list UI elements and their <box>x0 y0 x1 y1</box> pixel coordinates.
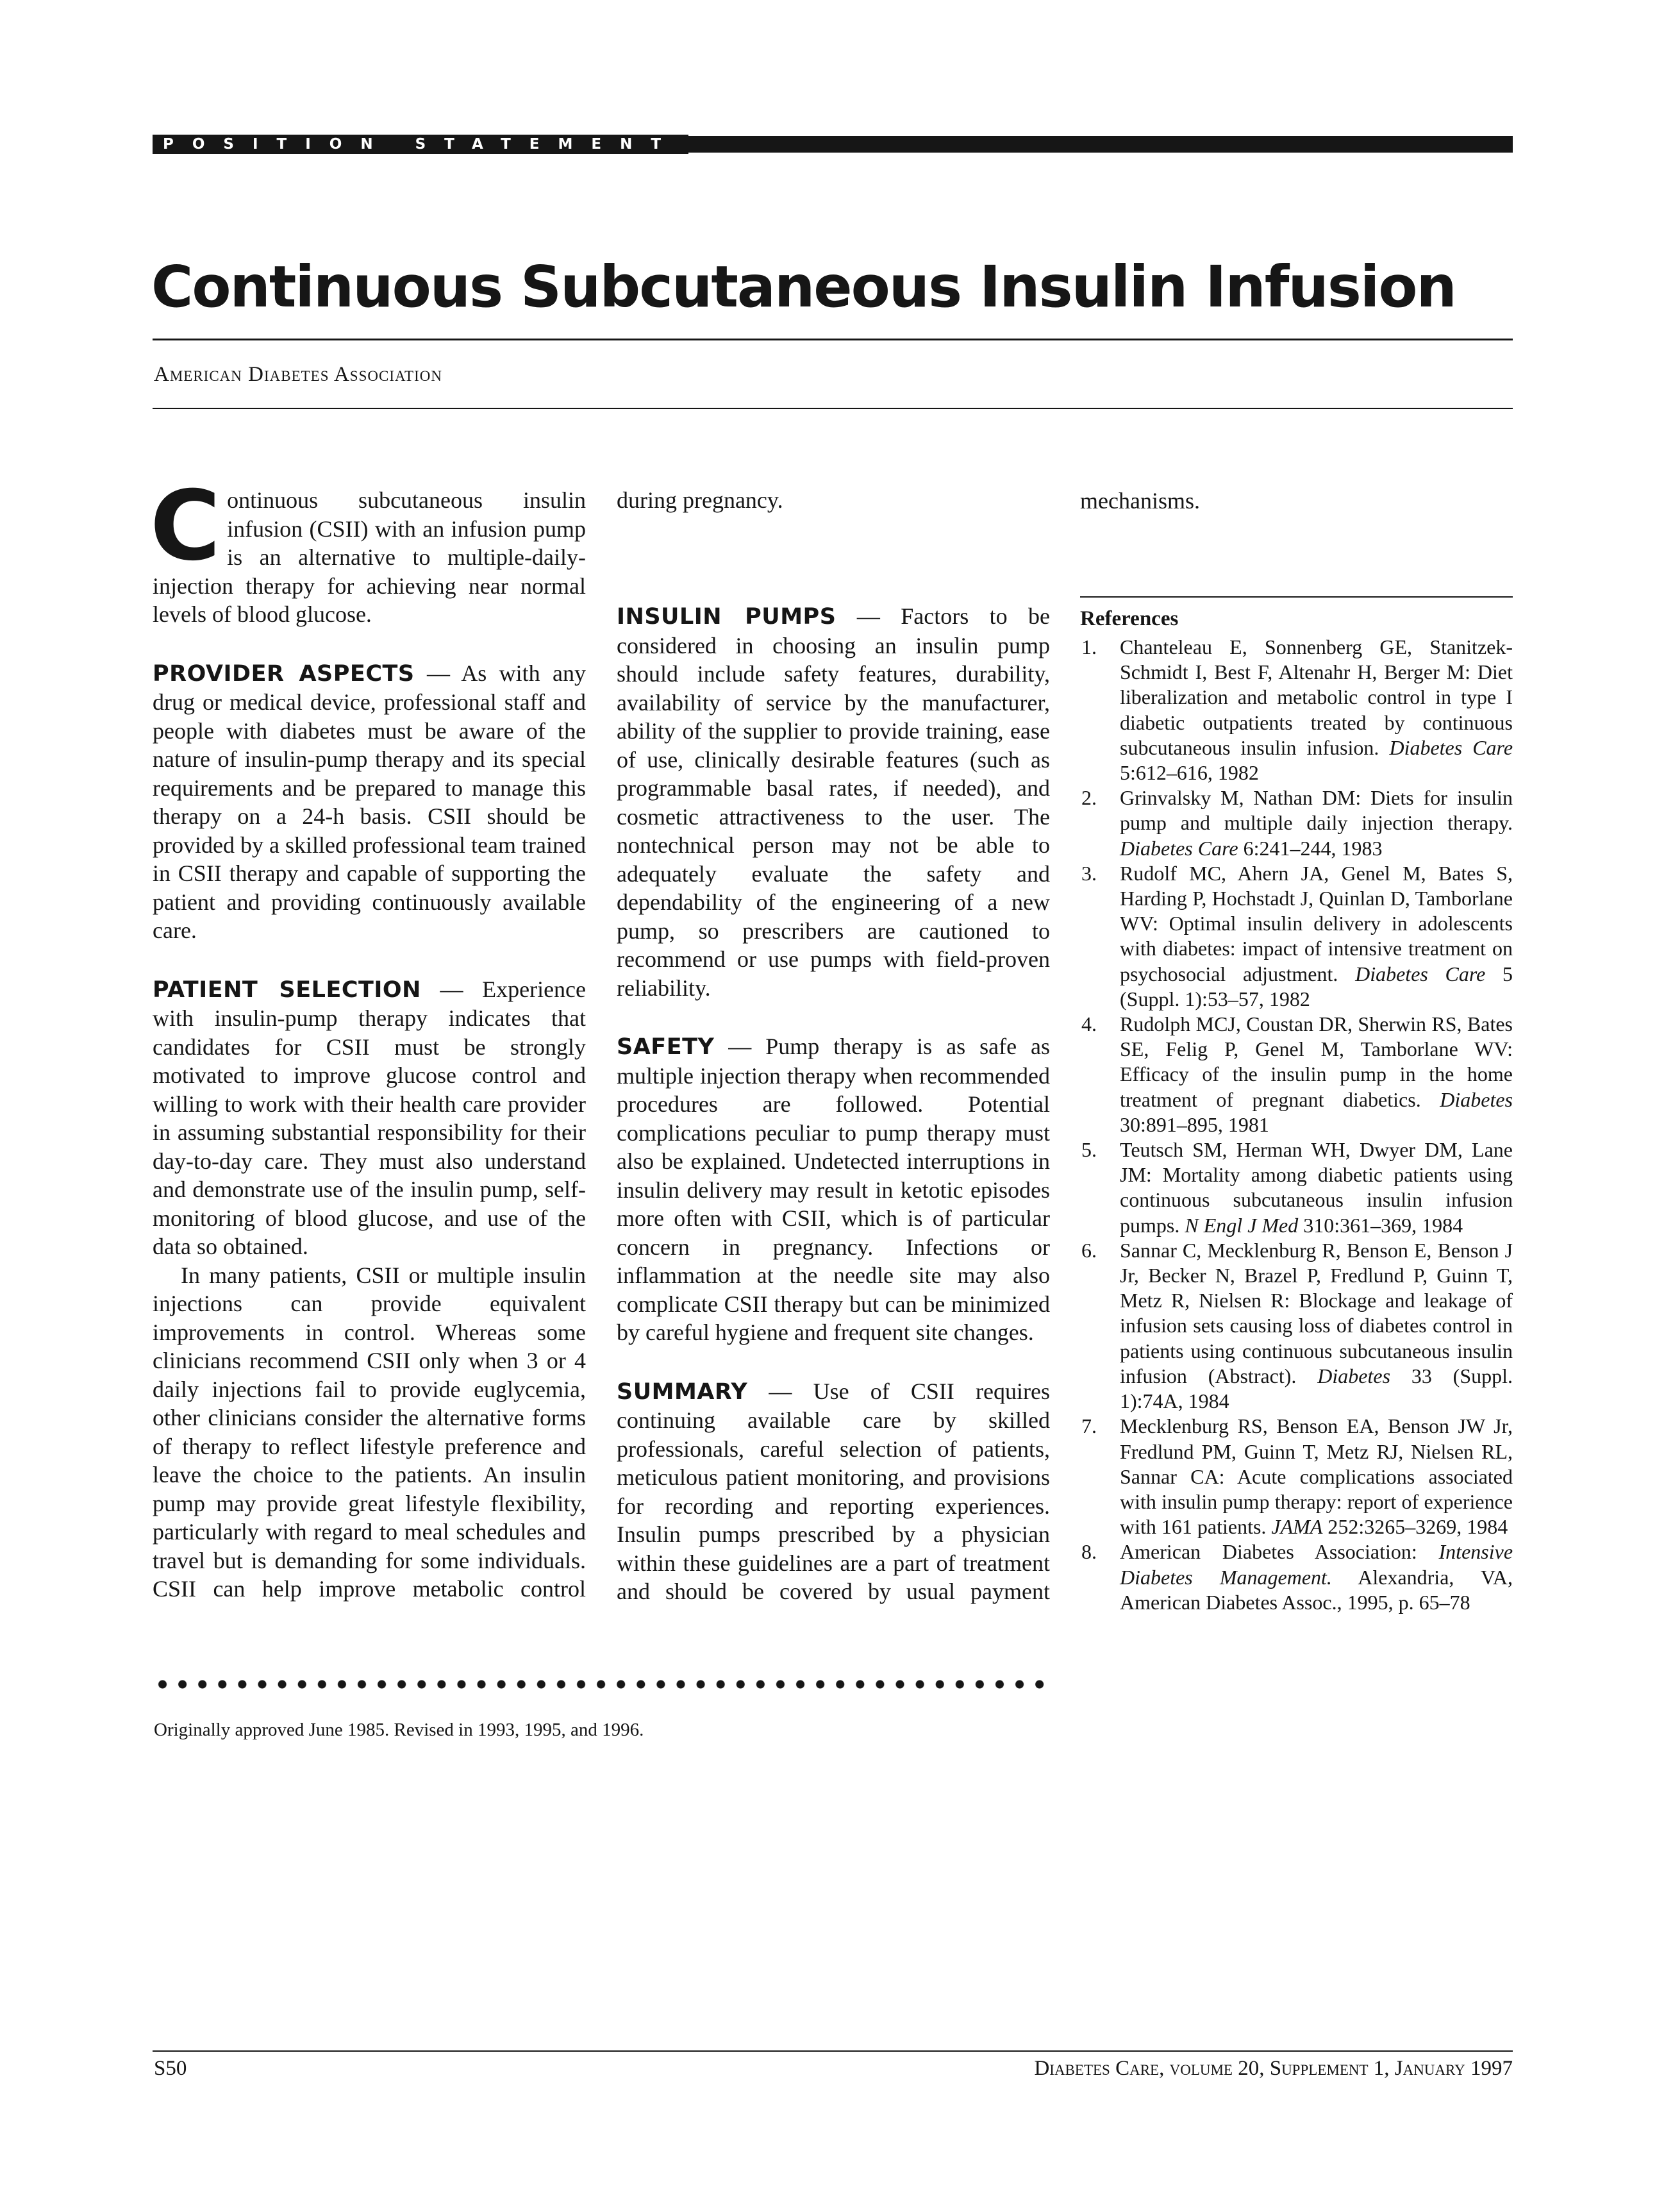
patient-selection-paragraph-2a: In many patients, CSII or multiple insulin injections can provide equivalent improvements in control. Whereas some clinicians recommend CSII only when 3 or 4 daily injections fail to provide euglycemia, other clinicians consider the alternative forms of therapy to reflect lifestyle preference and leave the choice to the patients. An insulin pump may provide great lifestyle flexibility, particularly with regard to meal schedules and travel but is demanding for some individuals. CSII can help improve metabolic control <box>153 1262 586 1602</box>
intro-paragraph: Continuous subcutaneous insulin infusion (CSII) with an infusion pump is an alternative to multiple-daily-injection therapy for achieving near normal levels of blood glucose. <box>150 471 586 627</box>
reference-item: 1. Chanteleau E, Sonnenberg GE, Stanitzek-Schmidt I, Best F, Altenahr H, Berger M: Diet liberalization and metabolic control in type I diabetic outpatients treated by continuous subcutaneous insulin infusion. Diabetes Care 5:612–616, 1982 <box>1081 635 1513 785</box>
author-rule <box>153 408 1513 409</box>
section-heading-summary: SUMMARY <box>617 1378 748 1405</box>
patient-selection-section: PATIENT SELECTION — Experience with insulin-pump therapy indicates that candidates for CSII must be strongly motivated to improve glucose control and willing to work with their health care provider in assuming substantial responsibility for their day-to-day care. They must also understand and demonstrate use of the insulin pump, self-monitoring of blood glucose, and use of the data so obtained. <box>153 976 587 1259</box>
patient-selection-continuation: during pregnancy. <box>617 487 783 513</box>
provider-aspects-section: PROVIDER ASPECTS — As with any drug or medical device, professional staff and people with diabetes must be aware of the nature of insulin-pump therapy and its special requirements and be prepared to manage this therapy on a 24-h basis. CSII should be provided by a skilled professional team trained in CSII therapy and capable of supporting the patient and providing continuously available care. <box>153 660 586 943</box>
reference-item: 3. Rudolf MC, Ahern JA, Genel M, Bates S, Harding P, Hochstadt J, Quinlan D, Tamborlane WV: Optimal insulin delivery in adolescents with diabetes: impact of intensive treatment on psychosocial adjustment. Diabetes Care 5 (Suppl. 1):53–57, 1982 <box>1081 861 1513 1010</box>
section-heading-pumps: INSULIN PUMPS <box>617 604 836 630</box>
reference-item: 6. Sannar C, Mecklenburg R, Benson E, Benson J Jr, Becker N, Brazel P, Fredlund P, Guinn T, Metz R, Nielsen R: Blockage and leakage of infusion sets causing loss of diabetes control in patients using continuous subcutaneous insulin infusion (Abstract). Diabetes 33 (Suppl. 1):74A, 1984 <box>1081 1238 1513 1413</box>
section-label: POSITION STATEMENT <box>153 135 688 154</box>
references-heading: References <box>1080 607 1179 630</box>
reference-item: 8. American Diabetes Association: Intensive Diabetes Management. Alexandria, VA, American Diabetes Assoc., 1995, p. 65–78 <box>1081 1540 1513 1614</box>
reference-item: 5. Teutsch SM, Herman WH, Dwyer DM, Lane JM: Mortality among diabetic patients using continuous subcutaneous insulin infusion pumps. N Engl J Med 310:361–369, 1984 <box>1081 1138 1513 1237</box>
journal-citation: Diabetes Care, volume 20, Supplement 1, January 1997 <box>1034 2057 1513 2080</box>
body-column-2 <box>617 486 1050 1605</box>
footer-rule <box>153 2050 1513 2052</box>
article-title: Continuous Subcutaneous Insulin Infusion <box>151 253 1456 320</box>
reference-item: 2. Grinvalsky M, Nathan DM: Diets for insulin pump and multiple daily injection therapy. Diabetes Care 6:241–244, 1983 <box>1081 786 1513 860</box>
body-column-3 <box>1080 486 1513 544</box>
title-rule <box>153 339 1513 340</box>
section-heading-safety: SAFETY <box>617 1034 715 1060</box>
page-number: S50 <box>154 2057 187 2080</box>
references-rule <box>1080 596 1513 598</box>
summary-continuation: mechanisms. <box>1080 488 1200 514</box>
safety-section: SAFETY — Pump therapy is as safe as multiple injection therapy when recommended procedures are followed. Potential complications peculiar to pump therapy must also be explained. Undetected interruptions in insulin delivery may result in ketotic episodes more often with CSII, which is of particular concern in pregnancy. Infections or inflammation at the needle site may also complicate CSII therapy but can be minimized by careful hygiene and frequent site changes. <box>617 1034 1051 1345</box>
drop-cap: C <box>150 471 221 582</box>
references-list <box>1080 635 1513 1615</box>
section-heading-provider: PROVIDER ASPECTS <box>153 660 415 687</box>
summary-section: SUMMARY — Use of CSII requires continuing available care by skilled professionals, careful selection of patients, meticulous patient monitoring, and provisions for recording and reporting experiences. Insulin pumps prescribed by a physician within these guidelines are a part of treatment and should be covered by usual payment <box>617 1378 1050 1604</box>
reference-item: 7. Mecklenburg RS, Benson EA, Benson JW Jr, Fredlund PM, Guinn T, Metz RJ, Nielsen RL, Sannar CA: Acute complications associated with insulin pump therapy: report of experience with 161 patients. JAMA 252:3265–3269, 1984 <box>1081 1414 1513 1539</box>
body-column-1 <box>150 471 587 1604</box>
author-line: American Diabetes Association <box>154 363 442 386</box>
reference-item: 4. Rudolph MCJ, Coustan DR, Sherwin RS, Bates SE, Felig P, Genel M, Tamborlane WV: Efficacy of the insulin pump in the home treatment of pregnant diabetics. Diabetes 30:891–895, 1981 <box>1081 1012 1513 1136</box>
insulin-pumps-section: INSULIN PUMPS — Factors to be considered in choosing an insulin pump should include safety features, durability, availability of service by the manufacturer, ability of the supplier to provide training, ease of use, clinically desirable features (such as programmable basal rates, if needed), and cosmetic attractiveness to the user. The nontechnical person may not be able to adequately evaluate the safety and dependability of the engineering of a new pump, so prescribers are cautioned to recommend or use pumps with field-proven reliability. <box>617 603 1050 1001</box>
approval-note: Originally approved June 1985. Revised in 1993, 1995, and 1996. <box>154 1720 644 1740</box>
section-heading-patient: PATIENT SELECTION <box>153 976 421 1003</box>
dotted-divider <box>153 1680 1050 1689</box>
